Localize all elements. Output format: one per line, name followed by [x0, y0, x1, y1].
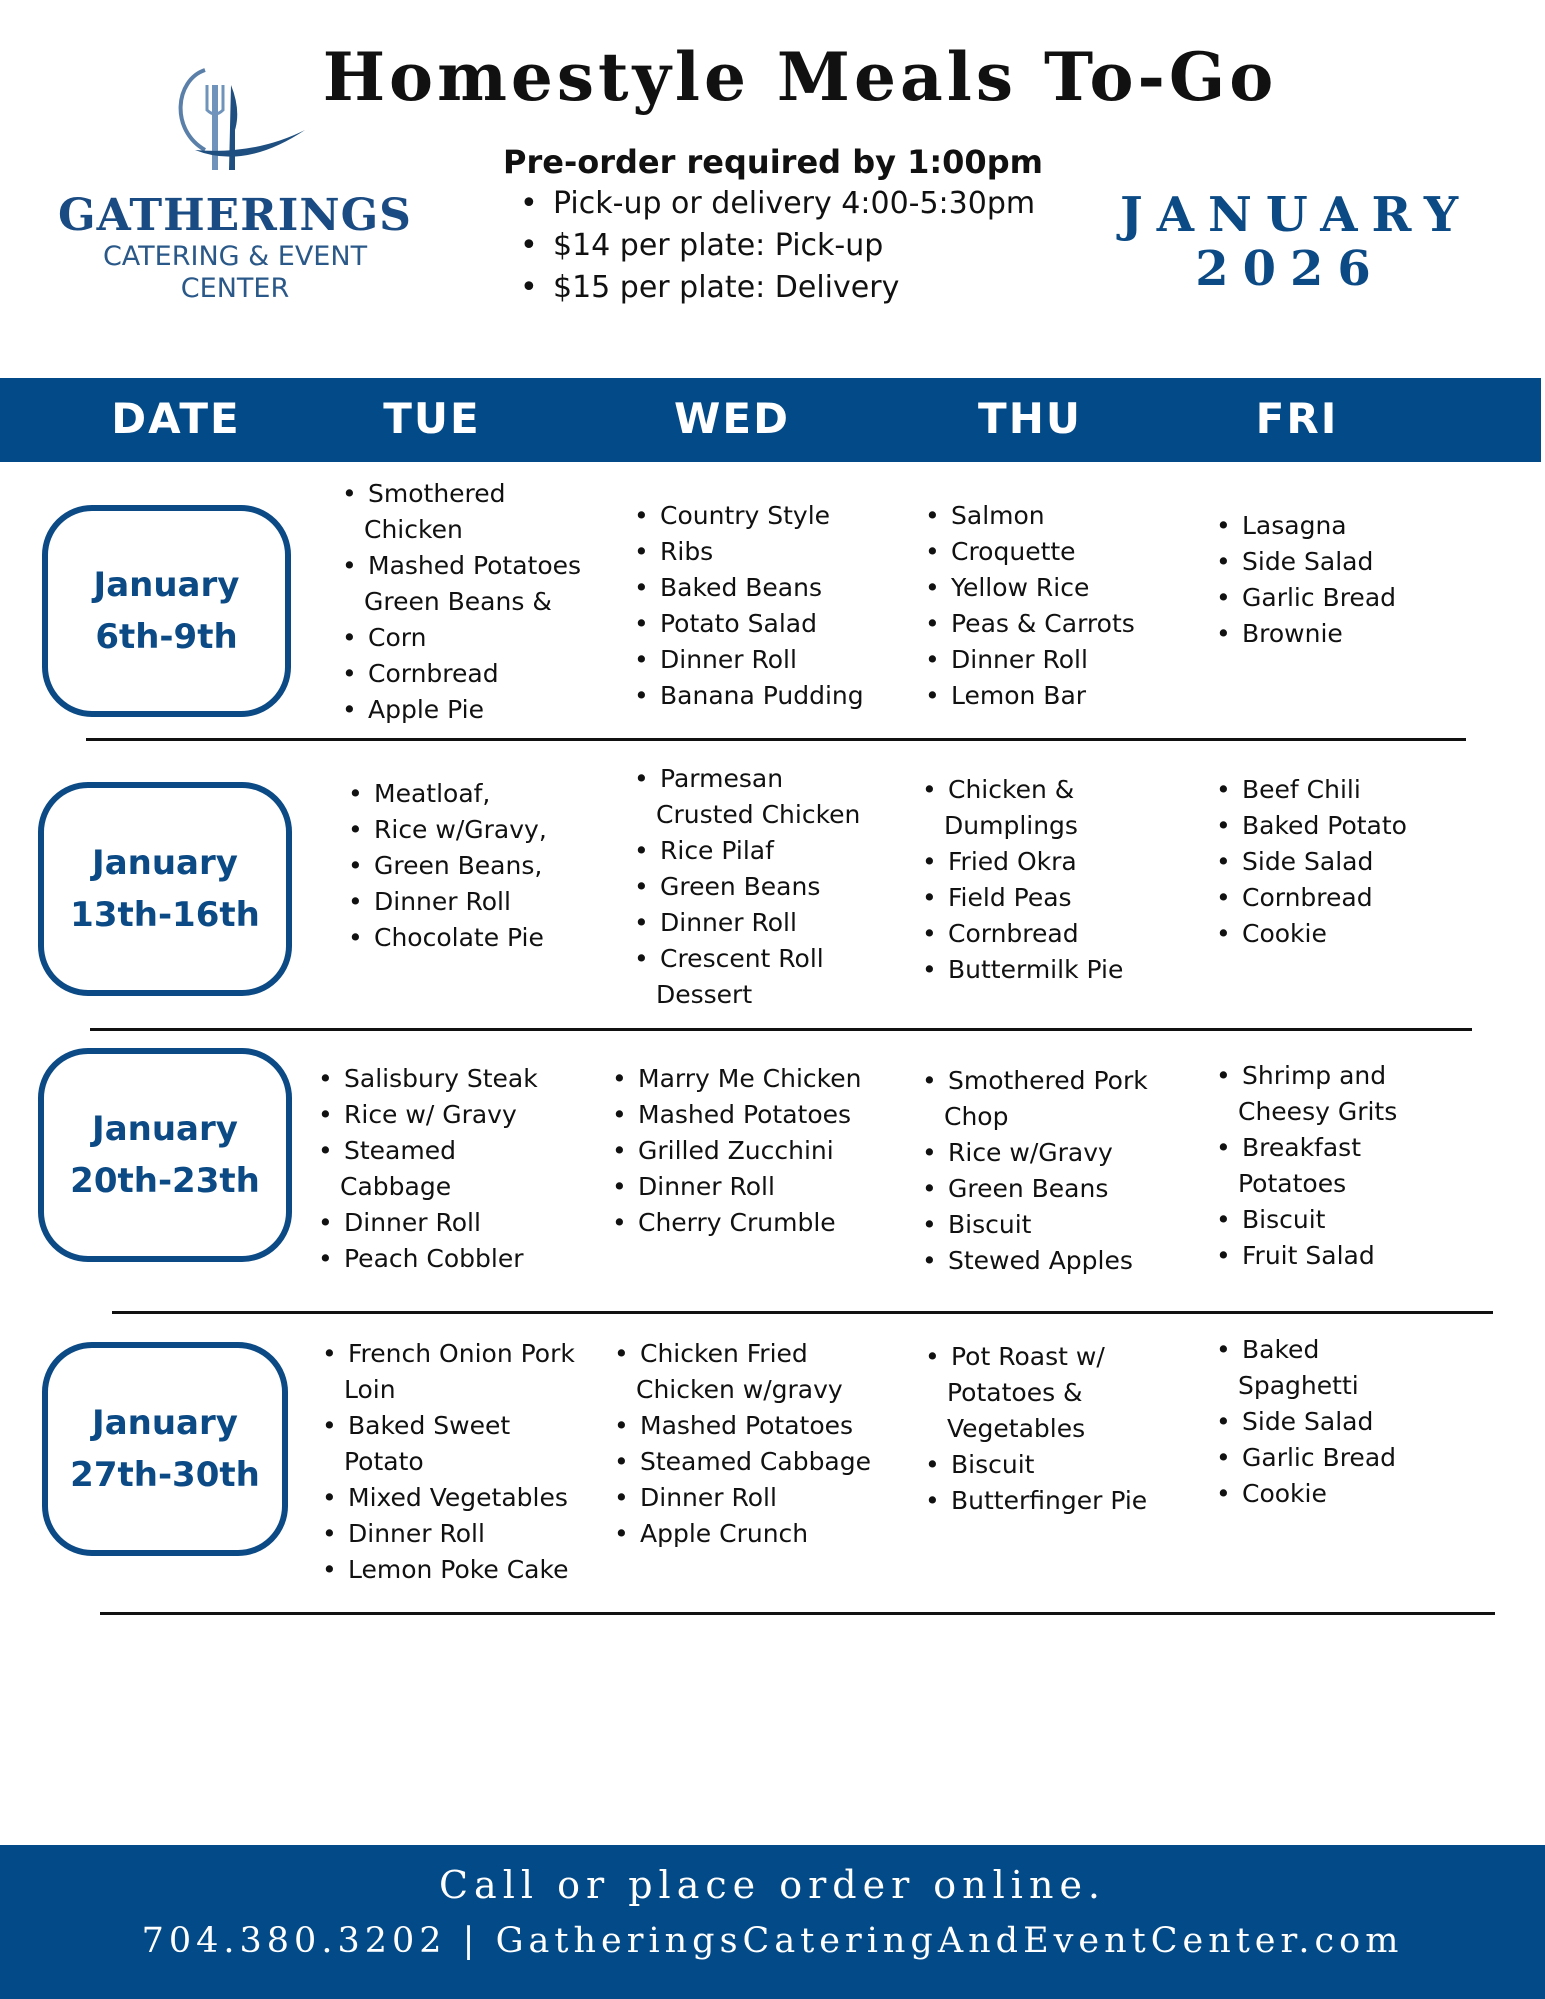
- info-item: • $15 per plate: Delivery: [520, 270, 1035, 312]
- info-list: [520, 186, 1035, 312]
- menu-item: • Parmesan: [634, 761, 860, 797]
- menu-thu: [925, 1339, 1147, 1519]
- menu-item: Vegetables: [947, 1414, 1086, 1443]
- date-days: 27th-30th: [70, 1455, 260, 1495]
- menu-item: • Chicken &: [922, 772, 1123, 808]
- menu-fri: [1216, 1332, 1396, 1512]
- header-date: DATE: [111, 394, 241, 443]
- month: JANUARY: [1120, 187, 1473, 243]
- menu-item: Loin: [344, 1375, 396, 1404]
- row-divider: [86, 738, 1466, 741]
- footer-contact: 704.380.3202 | GatheringsCateringAndEventCenter.com: [141, 1921, 1404, 1961]
- menu-item: • Dinner Roll: [925, 642, 1135, 678]
- row-divider: [112, 1311, 1493, 1314]
- menu-wed: [634, 498, 864, 714]
- menu-item: Cheesy Grits: [1238, 1097, 1398, 1126]
- menu-item: • Cherry Crumble: [612, 1205, 861, 1241]
- menu-item: • Crescent Roll: [634, 941, 860, 977]
- menu-tue: [342, 476, 581, 728]
- menu-item: Potato: [344, 1447, 424, 1476]
- menu-item: • Shrimp and: [1216, 1058, 1397, 1094]
- menu-fri: [1216, 508, 1396, 652]
- menu-item: • Baked: [1216, 1332, 1396, 1368]
- menu-item: • Beef Chili: [1216, 772, 1407, 808]
- menu-item: • Breakfast: [1216, 1130, 1397, 1166]
- menu-item: • Peas & Carrots: [925, 606, 1135, 642]
- date-month: January: [92, 1403, 238, 1443]
- menu-item: • Fruit Salad: [1216, 1238, 1397, 1274]
- menu-item: • Biscuit: [1216, 1202, 1397, 1238]
- menu-item: • Dinner Roll: [348, 884, 547, 920]
- menu-item: • Smothered Pork: [922, 1063, 1148, 1099]
- date-month: January: [92, 843, 238, 883]
- menu-item: • Yellow Rice: [925, 570, 1135, 606]
- menu-item: • Cornbread: [922, 916, 1123, 952]
- header-thu: THU: [978, 394, 1082, 443]
- menu-item: • Dinner Roll: [318, 1205, 538, 1241]
- year: 2026: [1195, 241, 1385, 297]
- menu-item: • Green Beans,: [348, 848, 547, 884]
- menu-item: • Chicken Fried: [614, 1336, 871, 1372]
- date-days: 6th-9th: [95, 617, 238, 657]
- menu-item: • Green Beans: [922, 1171, 1148, 1207]
- menu-item: • Peach Cobbler: [318, 1241, 538, 1277]
- menu-fri: [1216, 1058, 1397, 1274]
- menu-item: Potatoes: [1238, 1169, 1347, 1198]
- menu-item: • Chocolate Pie: [348, 920, 547, 956]
- info-item: • $14 per plate: Pick-up: [520, 228, 1035, 270]
- menu-item: • Dinner Roll: [322, 1516, 575, 1552]
- menu-item: • Pot Roast w/: [925, 1339, 1147, 1375]
- header-tue: TUE: [383, 394, 481, 443]
- menu-item: • Lemon Poke Cake: [322, 1552, 575, 1588]
- menu-item: • Apple Crunch: [614, 1516, 871, 1552]
- menu-item: • Rice Pilaf: [634, 833, 860, 869]
- menu-item: • Dinner Roll: [614, 1480, 871, 1516]
- menu-item: • Stewed Apples: [922, 1243, 1148, 1279]
- footer-cta: Call or place order online.: [438, 1863, 1107, 1907]
- menu-item: Chicken: [364, 515, 463, 544]
- menu-item: Cabbage: [340, 1172, 452, 1201]
- preorder-note: Pre-order required by 1:00pm: [503, 143, 1043, 181]
- menu-item: • Apple Pie: [342, 692, 581, 728]
- page-title: Homestyle Meals To-Go: [322, 38, 1278, 116]
- menu-item: • Smothered: [342, 476, 581, 512]
- info-item: • Pick-up or delivery 4:00-5:30pm: [520, 186, 1035, 228]
- logo-name: GATHERINGS: [58, 190, 412, 241]
- menu-item: • Mixed Vegetables: [322, 1480, 575, 1516]
- menu-wed: [634, 761, 860, 1013]
- menu-fri: [1216, 772, 1407, 952]
- menu-item: • Salisbury Steak: [318, 1061, 538, 1097]
- menu-item: • French Onion Pork: [322, 1336, 575, 1372]
- date-range-badge: [42, 1342, 288, 1556]
- menu-thu: [922, 772, 1123, 988]
- date-range-badge: [38, 1048, 292, 1262]
- menu-item: • Green Beans: [634, 869, 860, 905]
- date-month: January: [92, 1109, 238, 1149]
- menu-item: Dumplings: [944, 811, 1078, 840]
- menu-item: Chicken w/gravy: [636, 1375, 843, 1404]
- menu-item: • Brownie: [1216, 616, 1396, 652]
- menu-item: • Side Salad: [1216, 1404, 1396, 1440]
- menu-item: • Steamed Cabbage: [614, 1444, 871, 1480]
- menu-item: Potatoes &: [947, 1378, 1083, 1407]
- menu-item: Dessert: [656, 980, 753, 1009]
- menu-item: • Corn: [342, 620, 581, 656]
- menu-item: • Rice w/ Gravy: [318, 1097, 538, 1133]
- month-label: [1120, 187, 1473, 297]
- logo-subtitle: CENTER: [180, 273, 290, 304]
- menu-item: • Mashed Potatoes: [612, 1097, 861, 1133]
- menu-item: • Potato Salad: [634, 606, 864, 642]
- date-days: 13th-16th: [70, 895, 260, 935]
- menu-item: • Butterfinger Pie: [925, 1483, 1147, 1519]
- menu-item: • Field Peas: [922, 880, 1123, 916]
- menu-item: • Rice w/Gravy,: [348, 812, 547, 848]
- menu-item: • Dinner Roll: [634, 642, 864, 678]
- menu-item: Chop: [944, 1102, 1009, 1131]
- menu-item: • Cookie: [1216, 1476, 1396, 1512]
- menu-item: • Baked Sweet: [322, 1408, 575, 1444]
- menu-item: • Side Salad: [1216, 844, 1407, 880]
- fork-knife-icon: [165, 60, 305, 180]
- menu-item: • Dinner Roll: [612, 1169, 861, 1205]
- row-divider: [100, 1612, 1495, 1615]
- menu-thu: [922, 1063, 1148, 1279]
- footer: [0, 1845, 1545, 1999]
- menu-item: Green Beans &: [364, 587, 552, 616]
- menu-item: Crusted Chicken: [656, 800, 861, 829]
- menu-item: • Buttermilk Pie: [922, 952, 1123, 988]
- menu-tue: [318, 1061, 538, 1277]
- menu-item: Spaghetti: [1238, 1371, 1359, 1400]
- menu-tue: [322, 1336, 575, 1588]
- menu-item: • Lemon Bar: [925, 678, 1135, 714]
- menu-item: • Ribs: [634, 534, 864, 570]
- menu-item: • Salmon: [925, 498, 1135, 534]
- menu-item: • Cornbread: [1216, 880, 1407, 916]
- menu-item: • Rice w/Gravy: [922, 1135, 1148, 1171]
- menu-item: • Grilled Zucchini: [612, 1133, 861, 1169]
- header-fri: FRI: [1255, 394, 1339, 443]
- menu-wed: [614, 1336, 871, 1552]
- menu-item: • Dinner Roll: [634, 905, 860, 941]
- menu-item: • Fried Okra: [922, 844, 1123, 880]
- menu-item: • Garlic Bread: [1216, 1440, 1396, 1476]
- row-divider: [90, 1028, 1472, 1031]
- menu-wed: [612, 1061, 861, 1241]
- menu-item: • Biscuit: [925, 1447, 1147, 1483]
- menu-item: • Marry Me Chicken: [612, 1061, 861, 1097]
- menu-item: • Banana Pudding: [634, 678, 864, 714]
- menu-item: • Lasagna: [1216, 508, 1396, 544]
- column-header-bar: [0, 378, 1541, 462]
- menu-item: • Baked Potato: [1216, 808, 1407, 844]
- menu-item: • Biscuit: [922, 1207, 1148, 1243]
- menu-item: • Country Style: [634, 498, 864, 534]
- menu-item: • Baked Beans: [634, 570, 864, 606]
- date-range-badge: [42, 505, 291, 717]
- menu-item: • Mashed Potatoes: [342, 548, 581, 584]
- date-month: January: [93, 565, 240, 605]
- menu-tue: [348, 776, 547, 956]
- date-days: 20th-23th: [70, 1161, 260, 1201]
- menu-item: • Croquette: [925, 534, 1135, 570]
- menu-item: • Cookie: [1216, 916, 1407, 952]
- menu-thu: [925, 498, 1135, 714]
- menu-item: • Side Salad: [1216, 544, 1396, 580]
- logo-subtitle: CATERING & EVENT: [102, 241, 368, 272]
- menu-item: • Steamed: [318, 1133, 538, 1169]
- menu-item: • Meatloaf,: [348, 776, 547, 812]
- header-wed: WED: [674, 394, 790, 443]
- menu-item: • Cornbread: [342, 656, 581, 692]
- menu-item: • Garlic Bread: [1216, 580, 1396, 616]
- date-range-badge: [38, 782, 292, 996]
- menu-item: • Mashed Potatoes: [614, 1408, 871, 1444]
